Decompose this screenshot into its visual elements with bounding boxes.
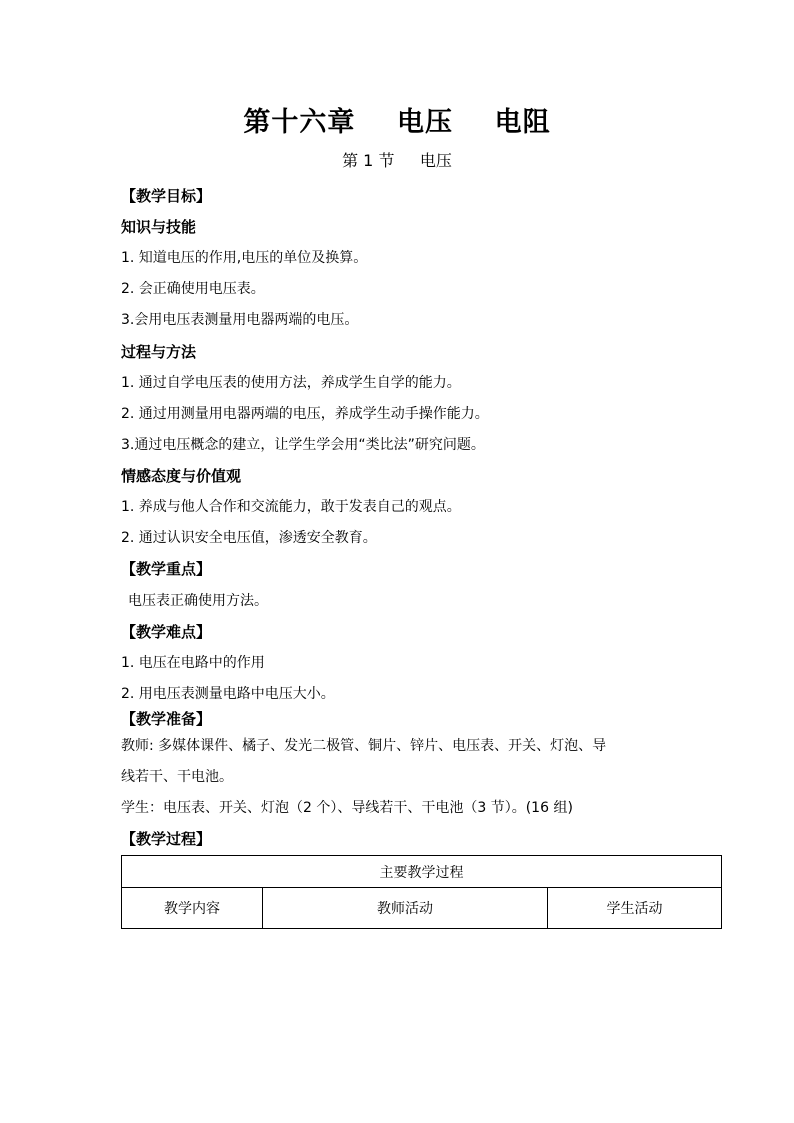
section-title: 第 1 节 电压 bbox=[342, 151, 452, 170]
preparation-student: 学生：电压表、开关、灯泡（2 个）、导线若干、干电池（3 节）。(16 组) bbox=[121, 800, 573, 816]
process-method-item-3: 3.通过电压概念的建立，让学生学会用“类比法”研究问题。 bbox=[121, 437, 485, 453]
teaching-process-table bbox=[121, 855, 722, 929]
difficulty-item-2: 2. 用电压表测量电路中电压大小。 bbox=[121, 686, 335, 702]
key-points-heading: 【教学重点】 bbox=[121, 560, 212, 578]
process-heading: 【教学过程】 bbox=[121, 830, 212, 848]
objectives-heading: 【教学目标】 bbox=[121, 187, 212, 205]
difficulty-item-1: 1. 电压在电路中的作用 bbox=[121, 655, 265, 671]
chapter-title: 第十六章 电压 电阻 bbox=[243, 107, 551, 138]
emotion-heading: 情感态度与价值观 bbox=[121, 467, 242, 485]
key-points-text: 电压表正确使用方法。 bbox=[128, 593, 268, 609]
preparation-teacher-line-2: 线若干、干电池。 bbox=[121, 769, 233, 785]
process-method-heading: 过程与方法 bbox=[121, 343, 197, 361]
emotion-item-1: 1. 养成与他人合作和交流能力，敢于发表自己的观点。 bbox=[121, 499, 461, 515]
knowledge-item-2: 2. 会正确使用电压表。 bbox=[121, 281, 265, 297]
knowledge-item-3: 3.会用电压表测量用电器两端的电压。 bbox=[121, 312, 359, 328]
emotion-item-2: 2. 通过认识安全电压值，渗透安全教育。 bbox=[121, 530, 377, 546]
knowledge-item-1: 1. 知道电压的作用,电压的单位及换算。 bbox=[121, 250, 368, 266]
knowledge-heading: 知识与技能 bbox=[121, 218, 197, 236]
table-header-content: 教学内容 bbox=[122, 888, 263, 929]
table-title-cell: 主要教学过程 bbox=[122, 856, 722, 888]
process-method-item-2: 2. 通过用测量用电器两端的电压，养成学生动手操作能力。 bbox=[121, 406, 489, 422]
table-header-teacher: 教师活动 bbox=[263, 888, 548, 929]
process-method-item-1: 1. 通过自学电压表的使用方法，养成学生自学的能力。 bbox=[121, 375, 461, 391]
difficulties-heading: 【教学难点】 bbox=[121, 623, 212, 641]
preparation-teacher-line-1: 教师: 多媒体课件、橘子、发光二极管、铜片、锌片、电压表、开关、灯泡、导 bbox=[121, 738, 607, 754]
preparation-heading: 【教学准备】 bbox=[121, 710, 212, 728]
table-header-student: 学生活动 bbox=[548, 888, 722, 929]
